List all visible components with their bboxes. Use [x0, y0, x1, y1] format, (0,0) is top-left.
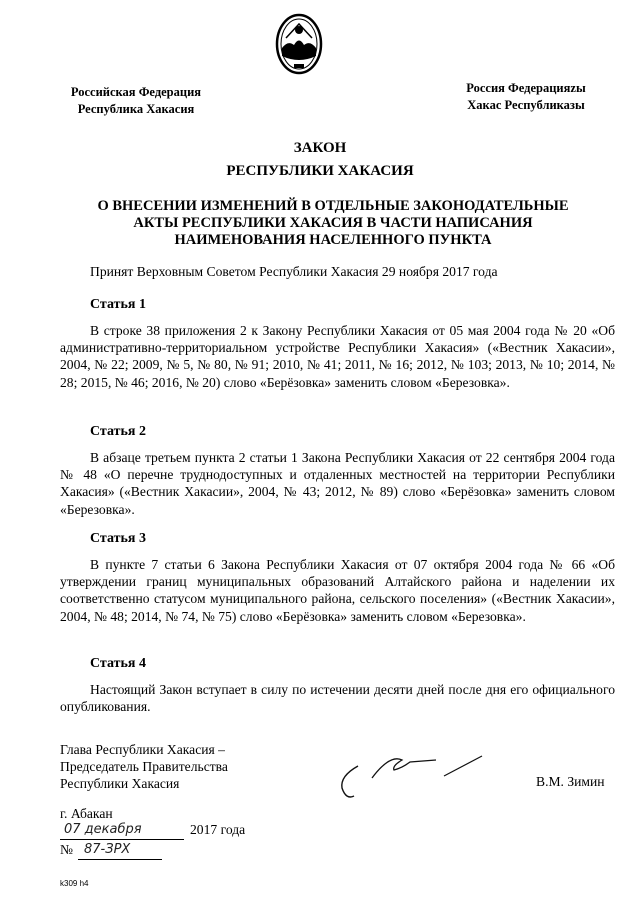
signatory-name: В.М. Зимин: [536, 774, 605, 789]
document-issuer: РЕСПУБЛИКИ ХАКАСИЯ: [226, 163, 414, 179]
date-line: [60, 822, 300, 844]
coat-of-arms-emblem: [274, 12, 324, 76]
law-title: [50, 198, 616, 249]
signatory-position-line: Председатель Правительства: [60, 759, 228, 774]
handwritten-law-number: 87-ЗРХ: [84, 842, 131, 857]
article-text: Настоящий Закон вступает в силу по истечении десяти дней после дня его официального опубликования.: [60, 682, 615, 715]
date-year: 2017 года: [190, 822, 246, 837]
article-text: В строке 38 приложения 2 к Закону Республики Хакасия от 05 мая 2004 года № 20 «Об административно-территориальном устройстве Республики Хакасия» («Вестник Хакасии», 2004, № 22; 2009, № 5, № 80, № 91; 2010, № 41; 2011, № 16; 2012, № 103; 2013, № 10; 2014, № 28; 2015, № 46; 2016, № 20) слово «Берёзовка» заменить словом «Березовка».: [60, 323, 615, 390]
document-code: k309 h4: [60, 879, 89, 888]
article-heading: Статья 2: [90, 424, 146, 439]
law-title-line: АКТЫ РЕСПУБЛИКИ ХАКАСИЯ В ЧАСТИ НАПИСАНИЯ: [133, 215, 533, 231]
header-right-country: Россия Федерацияzы: [466, 81, 586, 95]
header-left: [56, 84, 216, 118]
signatory-position: [60, 741, 300, 792]
city: г. Абакан: [60, 806, 113, 821]
adoption-statement: Принят Верховным Советом Республики Хакасия 29 ноября 2017 года: [90, 264, 498, 279]
header-right-republic: Хакас Республиказы: [467, 98, 585, 112]
handwritten-date: 07 декабря: [64, 822, 142, 837]
law-title-line: О ВНЕСЕНИИ ИЗМЕНЕНИЙ В ОТДЕЛЬНЫЕ ЗАКОНОДАТЕЛЬНЫЕ: [97, 198, 569, 214]
date-underline: [60, 839, 184, 840]
law-number-prefix: №: [60, 842, 73, 857]
article-heading: Статья 3: [90, 531, 146, 546]
article-text: В абзаце третьем пункта 2 статьи 1 Закона Республики Хакасия от 22 сентября 2004 года № 48 «О перечне труднодоступных и отдаленных местностей на территории Республики Хакасия» («Вестник Хакасии», 2004, № 43; 2012, № 89) слово «Берёзовка» заменить словом «Березовка».: [60, 450, 615, 517]
article-heading: Статья 4: [90, 656, 146, 671]
law-title-line: НАИМЕНОВАНИЯ НАСЕЛЕННОГО ПУНКТА: [174, 232, 492, 248]
document-type: ЗАКОН: [293, 140, 347, 156]
article-text: В пункте 7 статьи 6 Закона Республики Хакасия от 07 октября 2004 года № 66 «Об утверждении границ муниципальных образований Алтайского района и наделении их соответственно статусом муниципального района, сельского поселения» («Вестник Хакасии», 2004, № 48; 2014, № 74, № 75) слово «Берёзовка» заменить словом «Березовка».: [60, 557, 615, 624]
header-left-republic: Республика Хакасия: [77, 102, 195, 116]
header-left-country: Российская Федерация: [70, 85, 202, 99]
handwritten-signature: [332, 748, 512, 808]
signatory-position-line: Республики Хакасия: [60, 776, 180, 791]
law-number-underline: [78, 859, 162, 860]
signatory-position-line: Глава Республики Хакасия –: [60, 742, 225, 757]
law-number-line: [60, 842, 260, 864]
article-heading: Статья 1: [90, 297, 146, 312]
header-right: [436, 80, 616, 114]
